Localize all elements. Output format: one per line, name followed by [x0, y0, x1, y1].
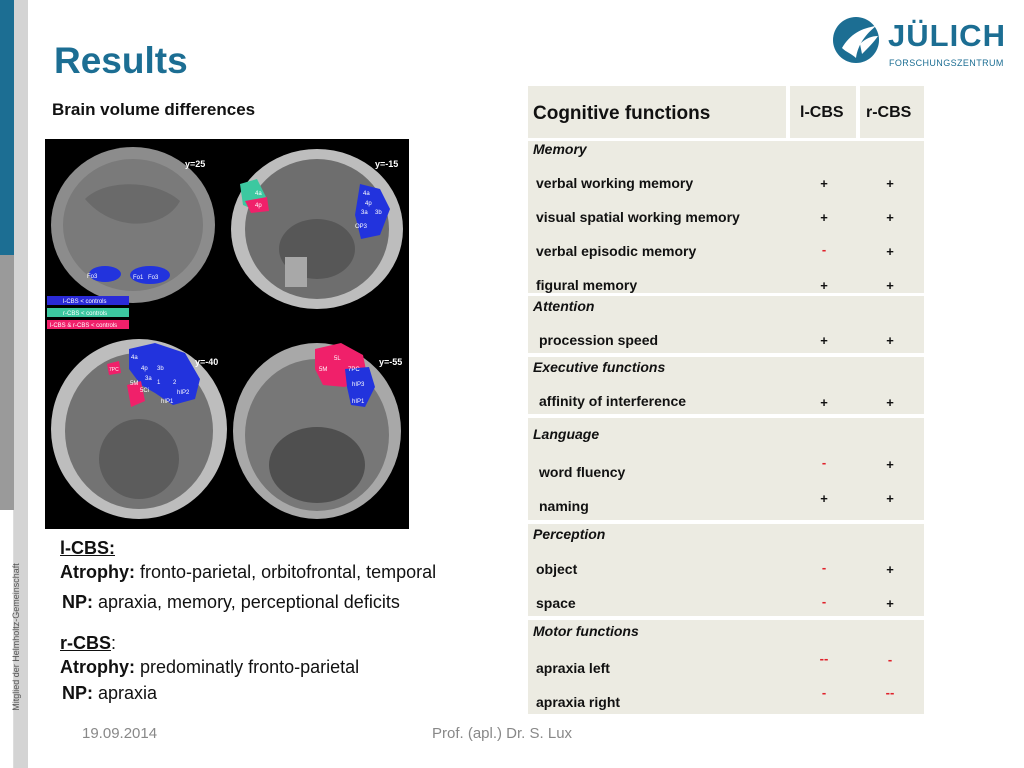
table-value: +	[886, 596, 894, 611]
table-section-attention: Attention procession speed + +	[528, 296, 924, 353]
slice-label: y=-15	[375, 159, 399, 169]
logo-wordmark: JÜLICH	[888, 18, 1006, 53]
table-section-motor: Motor functions apraxia left -- - apraxia right - --	[528, 620, 924, 714]
brain-slice-a	[51, 147, 215, 303]
table-value: +	[886, 176, 894, 191]
table-row-label: object	[536, 561, 578, 577]
region-label: hIP2	[177, 390, 190, 396]
table-row-label: procession speed	[539, 332, 659, 348]
region-label: 2	[173, 380, 177, 386]
lcbs-np: NP: apraxia, memory, perceptional deficits	[62, 592, 400, 612]
table-value: +	[886, 491, 894, 506]
table-row-label: verbal episodic memory	[536, 243, 697, 259]
table-value: -	[821, 242, 827, 257]
table-row-label: verbal working memory	[536, 175, 694, 191]
region-label: 4a	[363, 191, 370, 197]
region-label: Fo3	[148, 275, 159, 281]
table-value: +	[886, 244, 894, 259]
table-value: +	[820, 333, 828, 348]
julich-logo-icon	[832, 14, 884, 66]
legend-label: r-CBS < controls	[63, 311, 108, 317]
sidebar-stripe-gray	[0, 255, 14, 510]
table-row-label: apraxia left	[536, 660, 610, 676]
brain-slice-d	[233, 343, 402, 519]
slice-label: y=-40	[195, 357, 219, 367]
table-value: --	[819, 651, 829, 666]
lcbs-heading: l-CBS:	[60, 538, 115, 558]
table-value: -	[821, 560, 827, 575]
slice-label: y=-55	[379, 357, 403, 367]
slide-title: Results	[54, 40, 188, 81]
table-header-cell: r-CBS	[860, 86, 924, 138]
region-label: 5L	[334, 356, 341, 362]
slide-subtitle: Brain volume differences	[52, 100, 256, 119]
region-label: 3b	[375, 210, 382, 216]
table-value: +	[886, 457, 894, 472]
region-label: 5M	[130, 381, 139, 387]
table-row-label: visual spatial working memory	[536, 209, 740, 225]
region-label: 3a	[145, 376, 152, 382]
logo-subtext: FORSCHUNGSZENTRUM	[889, 58, 1004, 68]
rcbs-atrophy: Atrophy: predominatly fronto-parietal	[60, 657, 360, 677]
figure-legend	[47, 296, 129, 329]
table-value: +	[886, 278, 894, 293]
sidebar-stripe-blue	[0, 0, 14, 255]
footer-author: Prof. (apl.) Dr. S. Lux	[432, 725, 573, 742]
region-label: 4a	[255, 191, 262, 197]
legend-label: l-CBS < controls	[63, 299, 107, 305]
table-value: +	[886, 562, 894, 577]
table-value: -	[821, 455, 827, 470]
table-section-language: Language word fluency - + naming + +	[528, 418, 924, 520]
table-value: -	[821, 685, 827, 700]
table-value: --	[885, 685, 895, 700]
region-label: 7PC	[109, 367, 119, 373]
table-value: +	[820, 395, 828, 410]
table-value: +	[820, 210, 828, 225]
table-value: +	[886, 333, 894, 348]
table-section-memory: Memory verbal working memory + + visual spatial working memory + + verbal episodic memory - + figural memory + +	[528, 141, 924, 293]
table-value: +	[886, 395, 894, 410]
region-label: 3a	[361, 210, 368, 216]
region-label: 1	[157, 380, 161, 386]
table-row-label: naming	[539, 498, 589, 514]
table-section-perception: Perception object - + space - +	[528, 524, 924, 616]
table-row-label: word fluency	[539, 464, 626, 480]
rcbs-np: NP: apraxia	[62, 683, 158, 703]
region-label: hIP1	[161, 399, 174, 405]
region-label: 4p	[141, 366, 148, 372]
region-label: 4p	[255, 203, 262, 209]
slice-label: y=25	[185, 159, 206, 169]
region-label: 7PC	[348, 367, 360, 373]
table-row-label: affinity of interference	[539, 393, 687, 409]
brain-slice-b	[231, 149, 403, 309]
region-label: 5Ci	[140, 388, 150, 394]
julich-logo	[832, 14, 1006, 74]
rcbs-heading: r-CBS:	[60, 633, 117, 653]
table-value: +	[820, 176, 828, 191]
table-value: -	[887, 652, 893, 667]
lcbs-atrophy: Atrophy: fronto-parietal, orbitofrontal, temporal	[60, 562, 437, 582]
footer-date: 19.09.2014	[82, 725, 158, 742]
region-label: 3b	[157, 366, 164, 372]
helmholtz-label: Mitglied der Helmholtz-Gemeinschaft	[11, 563, 21, 711]
region-label: 4a	[131, 355, 138, 361]
table-value: +	[886, 210, 894, 225]
region-label: Fo1	[133, 275, 144, 281]
legend-label: l-CBS & r-CBS < controls	[50, 323, 118, 329]
table-value: +	[820, 278, 828, 293]
region-label: 5M	[319, 367, 328, 373]
table-value: +	[820, 491, 828, 506]
region-label: hIP3	[352, 382, 365, 388]
table-header-cell: l-CBS	[790, 86, 856, 138]
table-row-label: apraxia right	[536, 694, 621, 710]
brain-slice-c	[51, 339, 227, 519]
brain-slices-figure	[45, 139, 409, 529]
table-value: -	[821, 594, 827, 609]
table-row-label: figural memory	[536, 277, 638, 293]
table-section-executive: Executive functions affinity of interference + +	[528, 357, 924, 414]
region-label: Fo3	[87, 274, 98, 280]
region-label: 4p	[365, 201, 372, 207]
region-label: OP3	[355, 224, 368, 230]
table-row-label: space	[536, 595, 576, 611]
region-label: hIP1	[352, 399, 365, 405]
table-header-cell: Cognitive functions	[528, 86, 786, 138]
